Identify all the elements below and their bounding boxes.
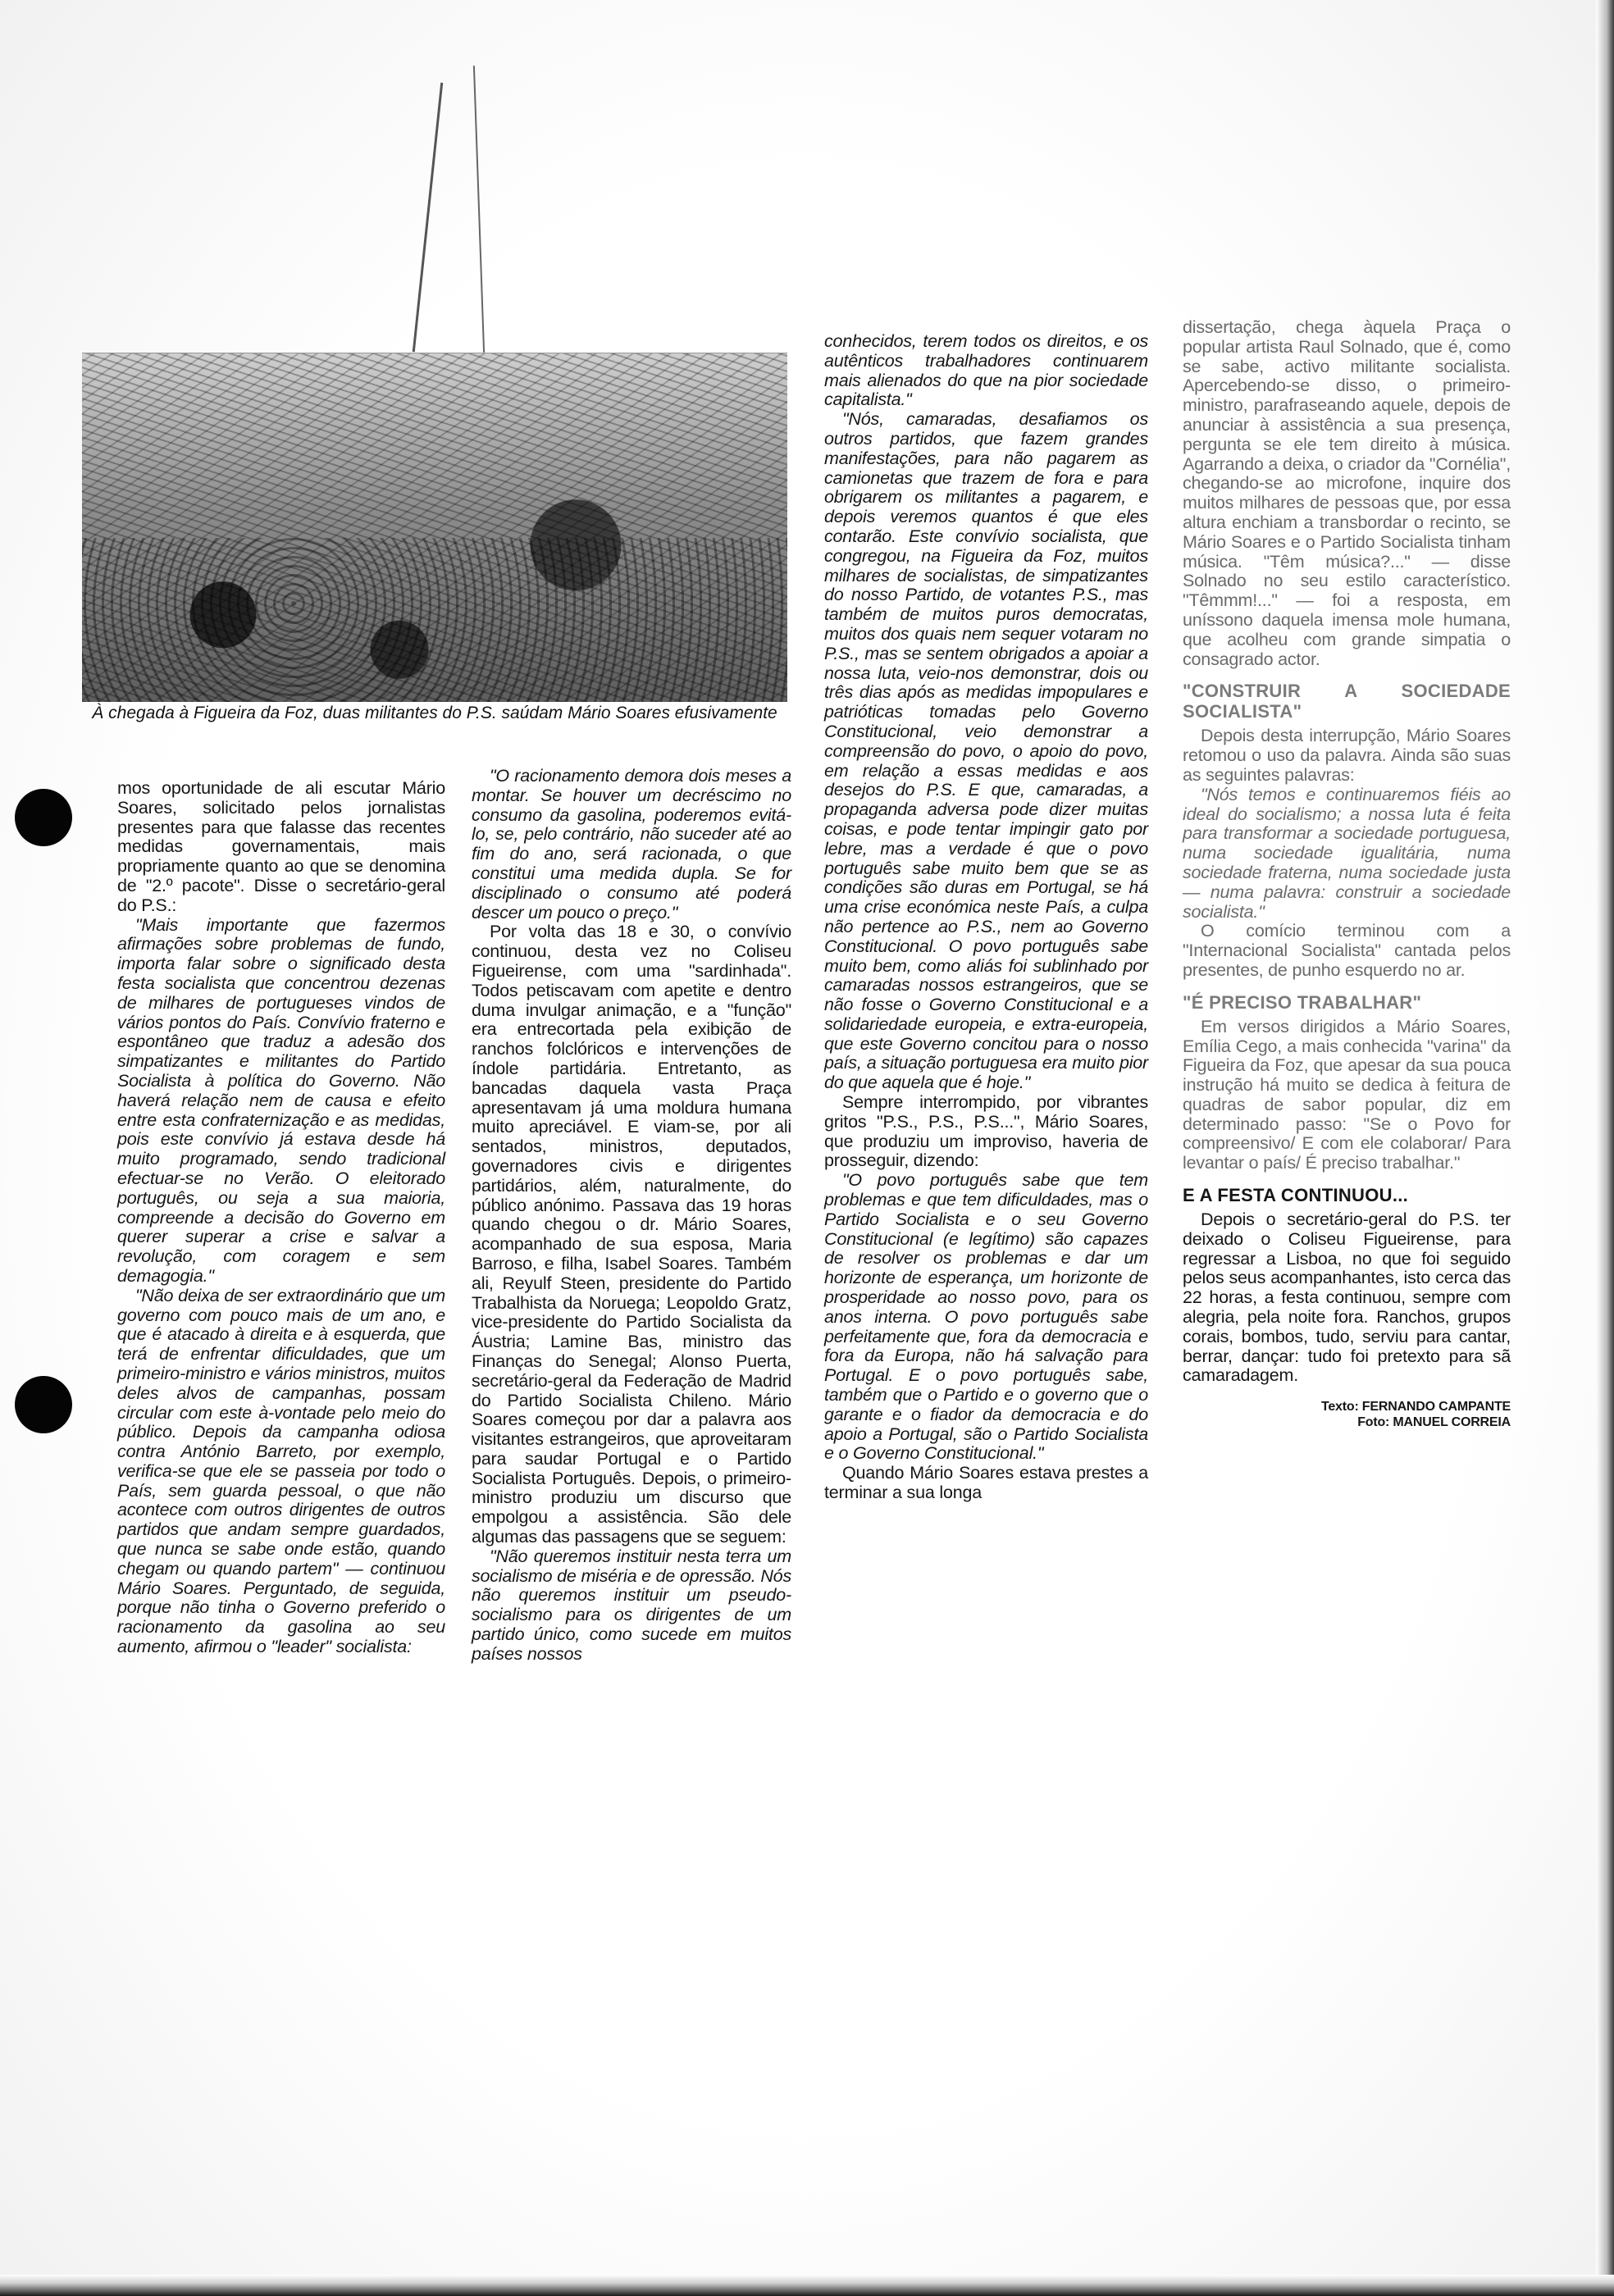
- subheading: E A FESTA CONTINUOU...: [1183, 1185, 1409, 1206]
- paragraph: "O racionamento demora dois meses a montar. Se houver um decréscimo no consumo da gasolina, poderemos evitá-lo, se, pelo contrário, não suceder até ao fim do ano, será racionada, o que constitui uma medida dupla. Se for disciplinado o consumo até poderá descer um pouco o preço.": [472, 766, 791, 922]
- paragraph: "Mais importante que fazermos afirmações sobre problemas de fundo, importa falar sobre o significado desta festa socialista que concentrou dezenas de milhares de portugueses vindos de vários pontos do País. Convívio fraterno e espontâneo que traduz a adesão dos simpatizantes e militantes do Partido Socialista à política do Governo. Não haverá relação nem de causa e efeito entre esta confraternização e as medidas, pois este convívio já estava desde há muito programado, sendo tradicional efectuar-se no Verão. O eleitorado português, ou seja a sua maioria, compreende a decisão do Governo em querer superar a crise e salvar a revolução, com coragem e sem demagogia.": [117, 914, 445, 1286]
- paragraph: Quando Mário Soares estava prestes a terminar a sua longa: [824, 1463, 1148, 1503]
- paragraph: mos oportunidade de ali escutar Mário Soares, solicitado pelos jornalistas presentes para que falasse das recentes medidas governamentais, mais propriamente quanto ao que se denomina de "2.º pacote". Disse o secretário-geral do P.S.:: [117, 778, 445, 915]
- news-photo: [82, 353, 787, 702]
- paragraph: "Não deixa de ser extraordinário que um governo com pouco mais de um ano, e que é atacado à direita e à esquerda, que terá de enfrentar dificuldades, que um primeiro-ministro e vários ministros, muitos deles alvos de campanhas, possam circular com este à-vontade pelo meio do público. Depois da campanha odiosa contra António Barreto, por exemplo, verifica-se que ele se passeia por todo o País, sem guarda pessoal, o que não acontece com outros dirigentes de outros partidos que andam sempre guardados, que nunca se sabe onde estão, quando chegam ou quando partem" — continuou Mário Soares. Perguntado, de seguida, porque não tinha o Governo preferido o racionamento da gasolina ao seu aumento, afirmou o "leader" socialista:: [117, 1285, 445, 1657]
- scratch-mark: [473, 66, 485, 353]
- paragraph: Depois o secretário-geral do P.S. ter deixado o Coliseu Figueirense, para regressar a Lisboa, no que foi seguido pelos seus acompanhantes, isto cerca das 22 horas, a festa continuou, sempre com alegria, pela noite fora. Ranchos, grupos corais, bombos, tudo, serviu para cantar, berrar, dançar: tudo foi pretexto para sã camaradagem.: [1183, 1210, 1511, 1386]
- paragraph: "Nós, camaradas, desafiamos os outros partidos, que fazem grandes manifestações, para não pagarem as camionetas que trazem de fora e para obrigarem os militantes a pagarem, e depois veremos quantos é que eles contarão. Este convívio socialista, que congregou, na Figueira da Foz, muitos milhares de socialistas, de simpatizantes do nosso Partido, de votantes P.S., mas também de muitos puros democratas, muitos dos quais nem sequer votaram no P.S., mas se sentem obrigados a apoiar a nossa luta, veio-nos demonstrar, dois ou três dias após as medidas impopulares e patrióticas tomadas pelo Governo Constitucional, veio demonstrar a compreensão do povo, o apoio do povo, em relação a essas medidas e aos desejos do P.S. E que, camaradas, a propaganda adversa pode dizer muitas coisas, e pode tentar impingir gato por lebre, mas a verdade é que o povo português sabe muito bem que se as condições são duras em Portugal, se há uma crise económica neste País, a culpa não pertence ao P.S., nem ao Governo Constitucional. O povo português sabe muito bem, como aliás foi sublinhado por camaradas nossos estrangeiros, que se não fosse o Governo Constitucional e a solidariedade europeia, e extra-europeia, que este Governo concitou para o nosso país, a situação portuguesa era muito pior do que aquela que é hoje.": [824, 409, 1148, 1093]
- page-edge-shadow: [1596, 0, 1614, 2296]
- paragraph: dissertação, chega àquela Praça o popular artista Raul Solnado, que é, como se sabe, activo militante socialista. Apercebendo-se disso, o primeiro-ministro, parafraseando aquele, depois de anunciar à assistência a sua presença, pergunta se ele tem direito à música. Agarrando a deixa, o criador da "Cornélia", chegando-se ao microfone, inquire dos muitos milhares de pessoas que, por essa altura enchiam a transbordar o recinto, se Mário Soares e o Partido Socialista tinham música. "Têm música?..." — disse Solnado no seu estilo característico. "Têmmm!..." — foi a resposta, em uníssono daquela imensa mole humana, que acolheu com grande simpatia o consagrado actor.: [1183, 317, 1511, 669]
- paragraph: Depois desta interrupção, Mário Soares retomou o uso da palavra. Ainda são suas as seguintes palavras:: [1183, 726, 1511, 785]
- scratch-mark: [413, 83, 443, 353]
- paragraph: conhecidos, terem todos os direitos, e os autênticos trabalhadores continuarem mais alienados do que na pior sociedade capitalista.": [824, 331, 1148, 410]
- photo-caption: À chegada à Figueira da Foz, duas militantes do P.S. saúdam Mário Soares efusivamente: [92, 704, 777, 722]
- paragraph: Sempre interrompido, por vibrantes gritos "P.S., P.S., P.S...", Mário Soares, que produziu um improviso, haveria de prosseguir, dizendo:: [824, 1092, 1148, 1171]
- paragraph: "Nós temos e continuaremos fiéis ao ideal do socialismo; a nossa luta é feita para transformar a sociedade portuguesa, numa sociedade igualitária, numa sociedade fraterna, numa sociedade justa — numa palavra: construir a sociedade socialista.": [1183, 784, 1511, 922]
- paragraph: "O povo português sabe que tem problemas e que tem dificuldades, mas o Partido Socialista e o seu Governo Constitucional (e legítimo) são capazes de resolver os problemas e dar um horizonte de esperança, um horizonte de prosperidade ao nosso povo, para os anos interna. O povo português sabe perfeitamente que, fora da democracia e fora da Europa, não há salvação para Portugal. E o povo português sabe, também que o Partido e o governo que o garante e o fiador da democracia e do apoio a Portugal, são o Partido Socialista e o Governo Constitucional.": [824, 1170, 1148, 1464]
- page-edge-shadow: [0, 2275, 1614, 2296]
- article-credits: [1183, 1399, 1511, 1430]
- paragraph: Em versos dirigidos a Mário Soares, Emília Cego, a mais conhecida "varina" da Figueira da Foz, que apesar da sua pouca instrução há muito se dedica à feitura de quadras de sabor popular, diz em determinado passo: "Se o Povo for compreensivo/ E com ele colaborar/ Para levantar o país/ É preciso trabalhar.": [1183, 1016, 1511, 1173]
- subheading: "É PRECISO TRABALHAR": [1183, 991, 1422, 1013]
- photo-crowd-texture: [82, 538, 787, 702]
- article-column-3: [824, 332, 1148, 1503]
- credit-text: Texto: FERNANDO CAMPANTE: [1320, 1400, 1511, 1414]
- paragraph: "Não queremos instituir nesta terra um socialismo de miséria e de opressão. Nós não queremos instituir um pseudo-socialismo para os dirigentes de um partido único, como sucede em muitos países nossos: [472, 1546, 791, 1664]
- article-column-1: [117, 779, 445, 1657]
- punch-hole: [15, 1376, 72, 1433]
- credit-photo: Foto: MANUEL CORREIA: [1357, 1415, 1511, 1430]
- punch-hole: [15, 789, 72, 846]
- paragraph: O comício terminou com a "Internacional Socialista" cantada pelos presentes, de punho esquerdo no ar.: [1183, 921, 1511, 980]
- article-column-2: [472, 767, 791, 1665]
- article-column-4: [1183, 318, 1511, 1430]
- subheading: "CONSTRUIR A SOCIEDADE SOCIALISTA": [1183, 681, 1511, 722]
- paragraph: Por volta das 18 e 30, o convívio continuou, desta vez no Coliseu Figueirense, com uma "sardinhada". Todos petiscavam com apetite e dentro duma invulgar animação, e a "função" era entrecortada pela exibição de ranchos folclóricos e intervenções de índole partidária. Entretanto, as bancadas daquela vasta Praça apresentavam já uma moldura humana muito apreciável. E viam-se, por ali sentados, ministros, deputados, governadores civis e dirigentes partidários, além, naturalmente, do público anónimo. Passava das 19 horas quando chegou o dr. Mário Soares, acompanhado de sua esposa, Maria Barroso, e filha, Isabel Soares. Também ali, Reyulf Steen, presidente do Partido Trabalhista da Noruega; Leopoldo Gratz, vice-presidente do Partido Socialista da Áustria; Lamine Bas, ministro das Finanças do Senegal; Alonso Puerta, secretário-geral da Federação de Madrid do Partido Socialista Chileno. Mário Soares começou por dar a palavra aos visitantes estrangeiros, que aproveitaram para saudar Portugal e o Partido Socialista Português. Depois, o primeiro-ministro produziu um discurso que empolgou a assistência. São dele algumas das passagens que se seguem:: [472, 922, 791, 1547]
